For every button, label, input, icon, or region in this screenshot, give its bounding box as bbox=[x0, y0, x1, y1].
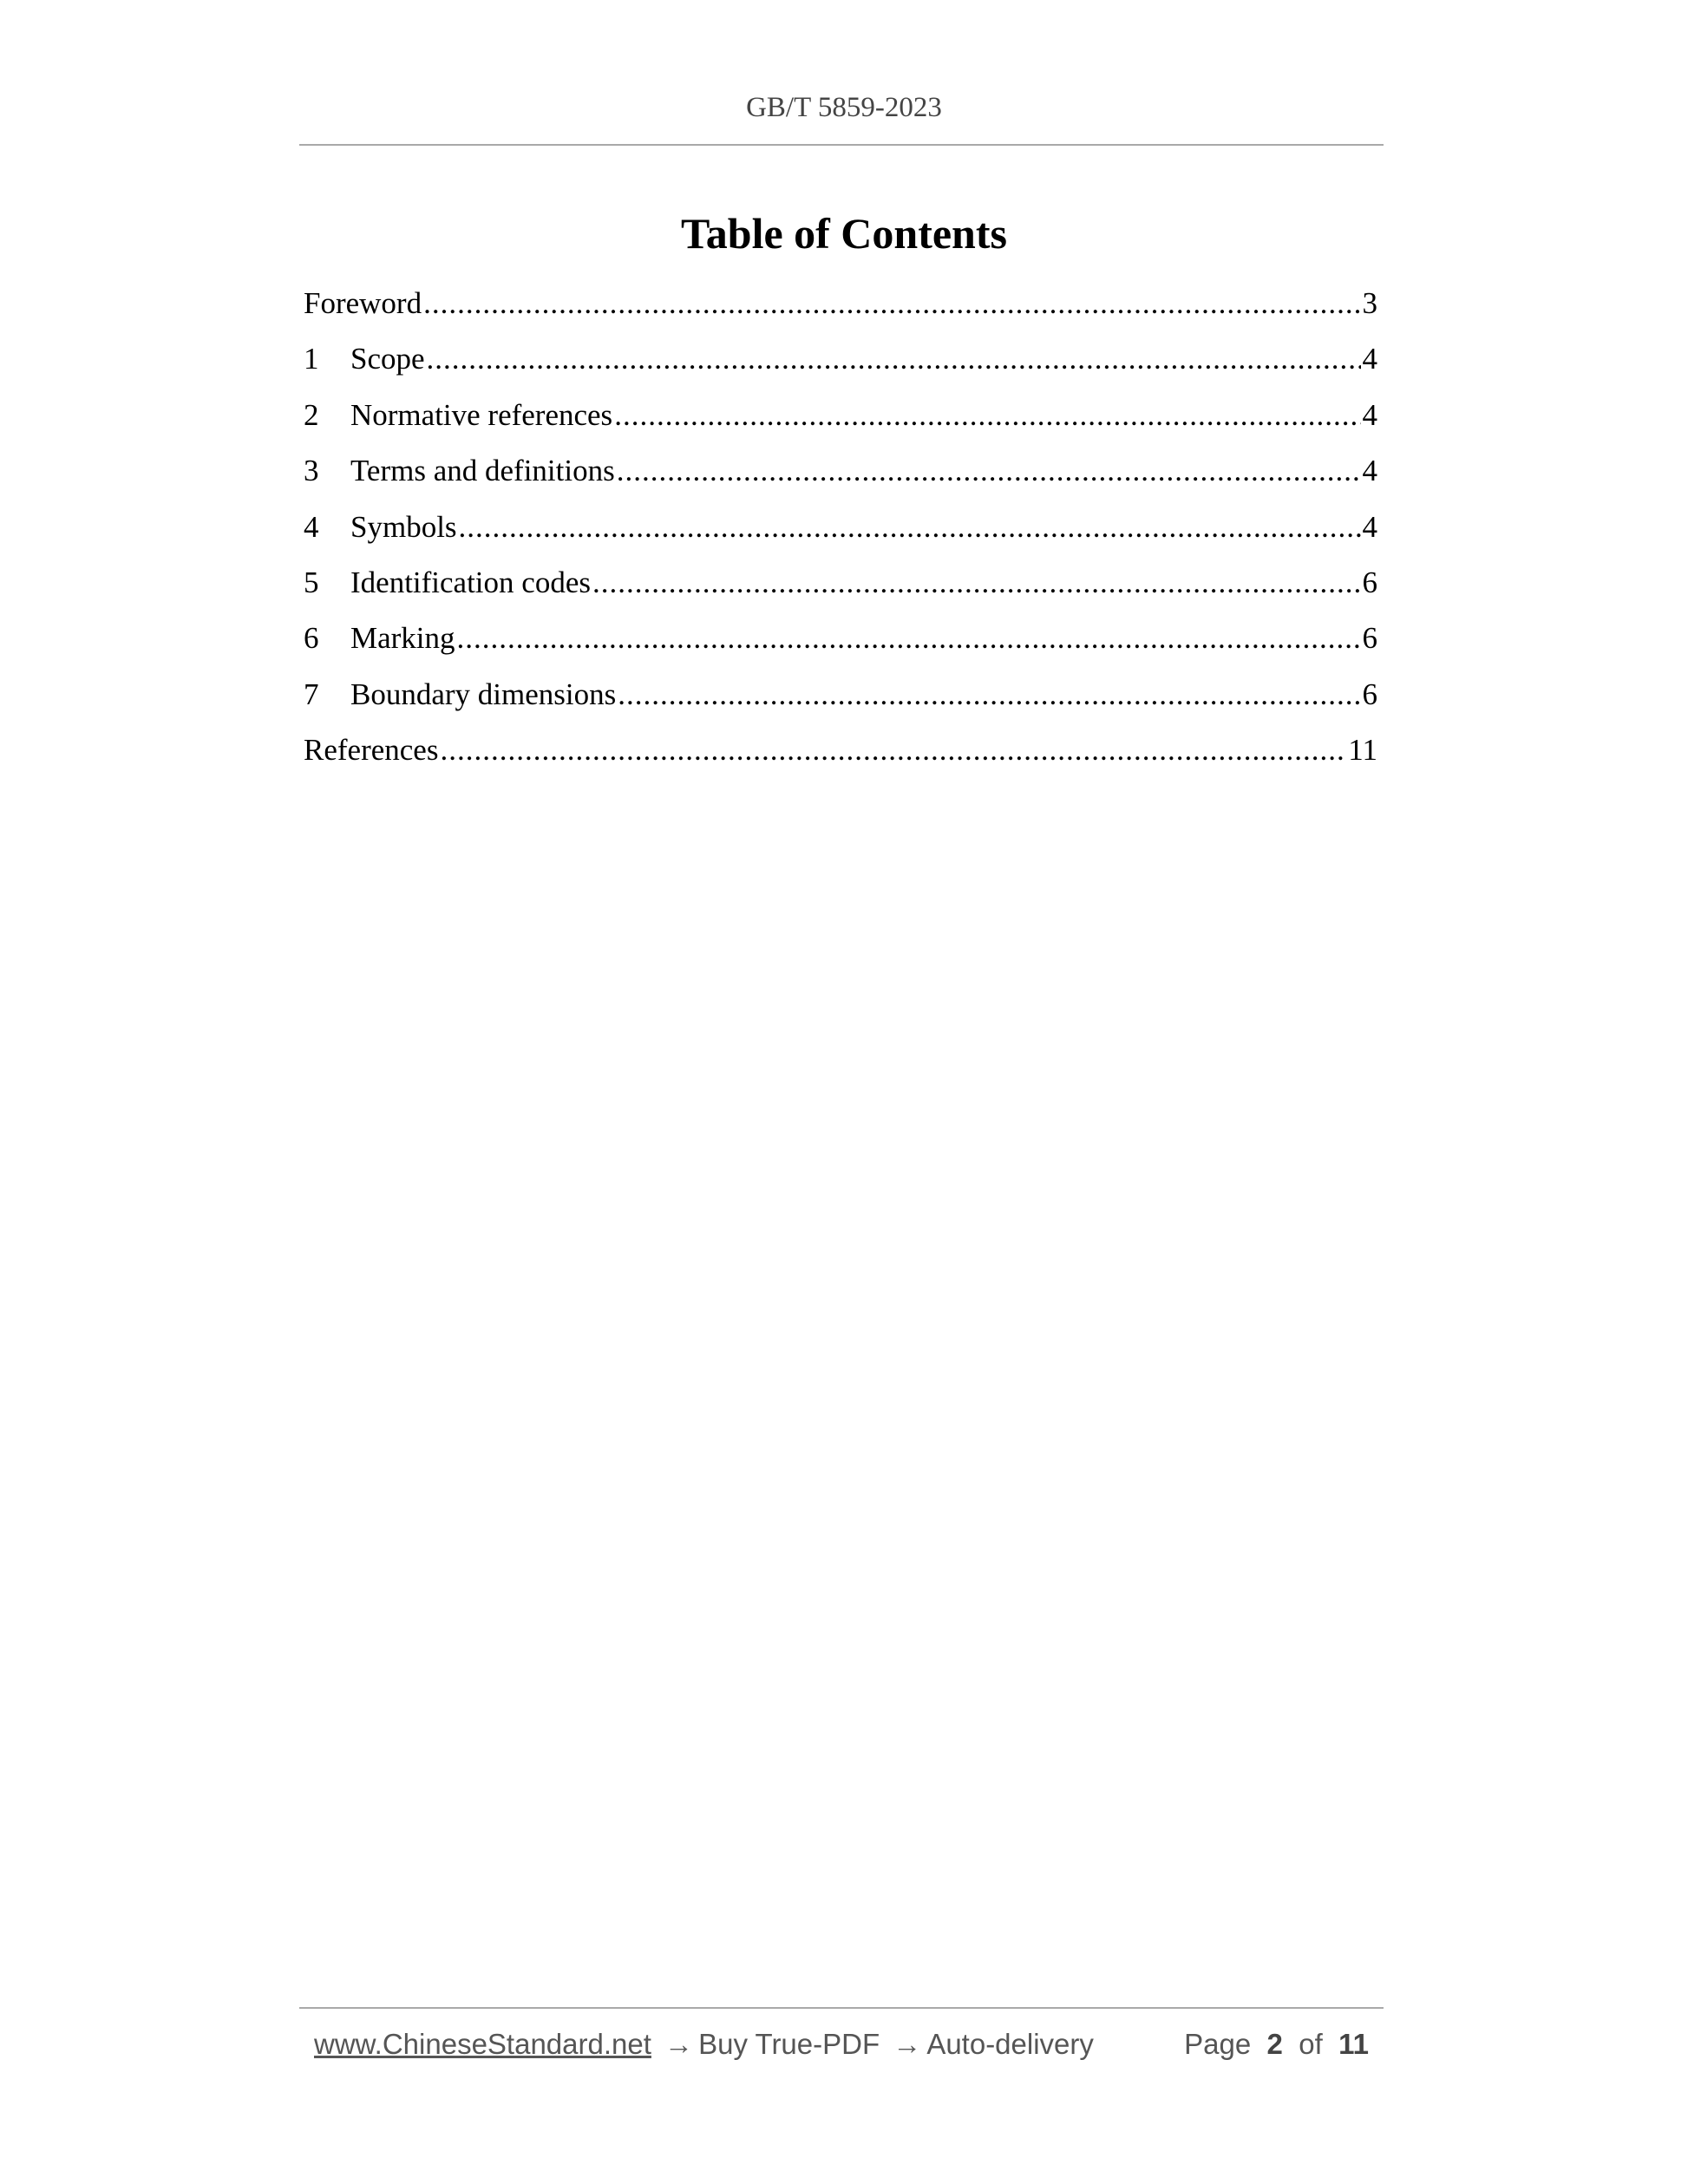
total-pages-number: 11 bbox=[1338, 2028, 1369, 2060]
toc-entry-page: 6 bbox=[1362, 621, 1377, 656]
toc-entry-label: References bbox=[304, 733, 439, 768]
toc-entry-number: 1 bbox=[304, 342, 319, 376]
of-word: of bbox=[1299, 2028, 1323, 2060]
footer-promo bbox=[314, 2028, 1094, 2061]
right-arrow-icon: → bbox=[664, 2028, 694, 2060]
toc-dot-leader bbox=[457, 621, 1361, 656]
toc-dot-leader bbox=[592, 566, 1361, 600]
toc-entry-label: Foreword bbox=[304, 286, 422, 320]
toc-entry-number: 2 bbox=[304, 397, 319, 432]
toc-entry-label: Symbols bbox=[350, 509, 457, 544]
toc-entry-label: Marking bbox=[350, 621, 455, 656]
toc-entry-page: 6 bbox=[1362, 677, 1377, 711]
toc-entry-references[interactable] bbox=[304, 733, 1377, 788]
toc-entry-number: 4 bbox=[304, 509, 319, 544]
toc-dot-leader bbox=[614, 398, 1360, 433]
toc-entry-label: Scope bbox=[350, 342, 425, 376]
toc-entry-label: Identification codes bbox=[350, 565, 591, 599]
toc-entry-scope[interactable] bbox=[304, 342, 1377, 397]
header-divider bbox=[299, 144, 1384, 146]
site-link[interactable]: www.ChineseStandard.net bbox=[314, 2028, 651, 2060]
running-header: GB/T 5859-2023 bbox=[746, 92, 942, 123]
footer-divider bbox=[299, 2007, 1384, 2009]
toc-entry-number: 3 bbox=[304, 454, 319, 488]
toc-entry-page: 4 bbox=[1362, 509, 1377, 544]
toc-entry-page: 3 bbox=[1362, 286, 1377, 320]
toc-dot-leader bbox=[617, 454, 1361, 488]
current-page-number: 2 bbox=[1266, 2028, 1283, 2060]
page-indicator bbox=[1184, 2028, 1369, 2061]
toc-list bbox=[304, 286, 1377, 789]
toc-entry-label: Terms and definitions bbox=[350, 454, 615, 488]
toc-entry-marking[interactable] bbox=[304, 621, 1377, 677]
toc-dot-leader bbox=[618, 677, 1360, 712]
toc-entry-terms-and-definitions[interactable] bbox=[304, 454, 1377, 509]
toc-entry-number: 7 bbox=[304, 677, 319, 711]
toc-entry-label: Normative references bbox=[350, 397, 613, 432]
toc-entry-page: 6 bbox=[1362, 565, 1377, 599]
page-word: Page bbox=[1184, 2028, 1252, 2060]
toc-entry-number: 6 bbox=[304, 621, 319, 656]
toc-entry-identification-codes[interactable] bbox=[304, 566, 1377, 621]
toc-dot-leader bbox=[427, 342, 1361, 376]
buy-true-pdf-text: Buy True-PDF bbox=[698, 2028, 880, 2060]
toc-entry-boundary-dimensions[interactable] bbox=[304, 677, 1377, 733]
toc-entry-number: 5 bbox=[304, 565, 319, 599]
toc-title: Table of Contents bbox=[681, 209, 1007, 258]
auto-delivery-text: Auto-delivery bbox=[926, 2028, 1094, 2060]
toc-entry-page: 4 bbox=[1362, 342, 1377, 376]
toc-entry-normative-references[interactable] bbox=[304, 398, 1377, 454]
toc-entry-label: Boundary dimensions bbox=[350, 677, 617, 711]
toc-dot-leader bbox=[423, 286, 1360, 321]
toc-entry-page: 11 bbox=[1348, 733, 1377, 768]
toc-entry-page: 4 bbox=[1362, 397, 1377, 432]
toc-entry-page: 4 bbox=[1362, 454, 1377, 488]
toc-dot-leader bbox=[440, 733, 1346, 768]
toc-entry-foreword[interactable] bbox=[304, 286, 1377, 342]
toc-dot-leader bbox=[459, 510, 1361, 545]
toc-entry-symbols[interactable] bbox=[304, 510, 1377, 566]
right-arrow-icon: → bbox=[893, 2028, 922, 2060]
